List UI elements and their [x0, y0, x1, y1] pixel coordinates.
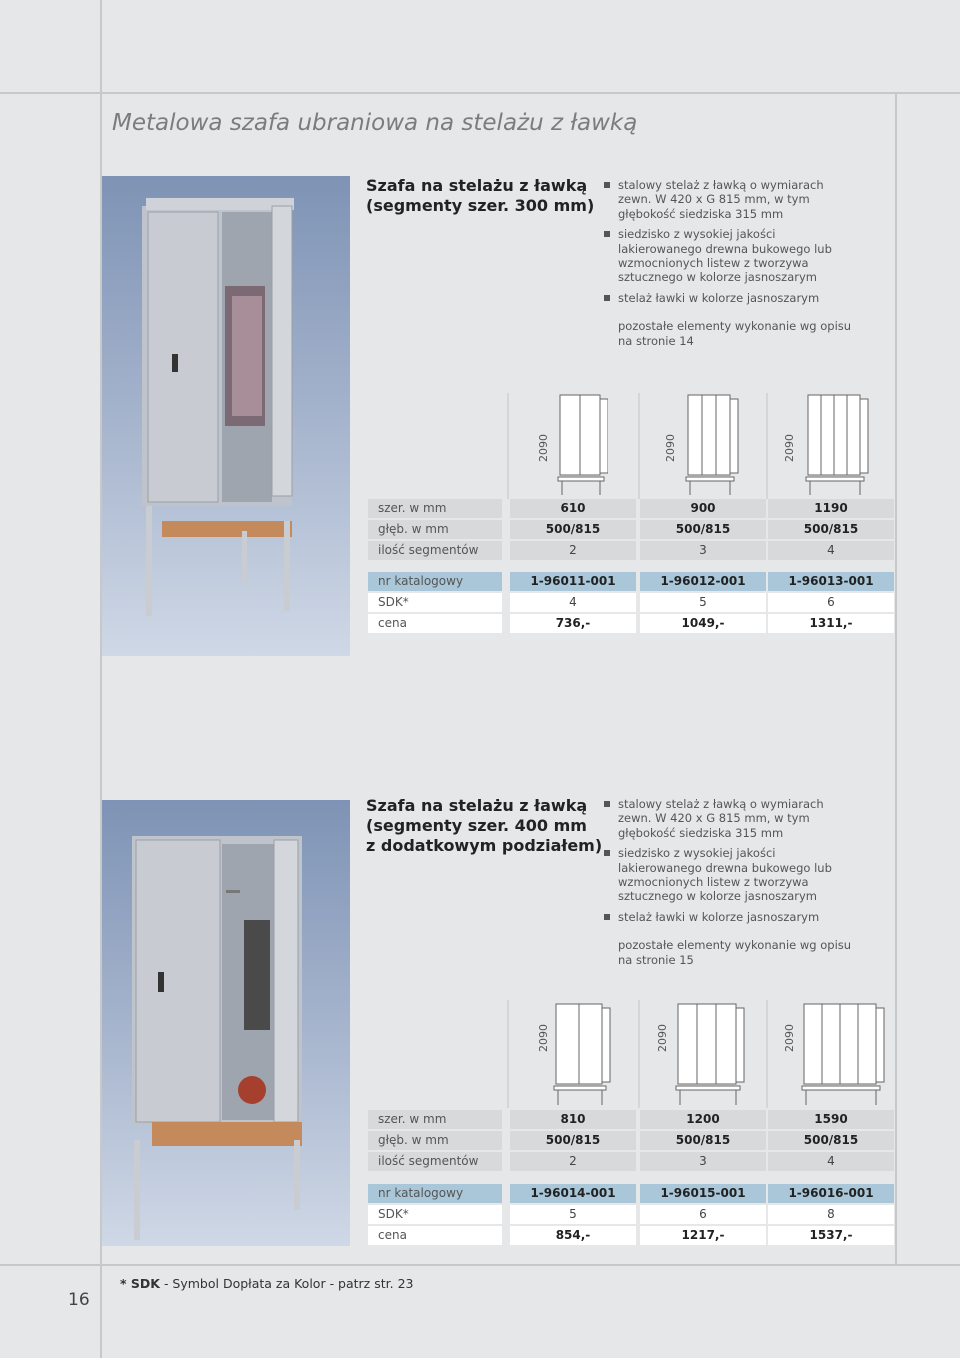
- page-title: Metalowa szafa ubraniowa na stelażu z ławką: [112, 110, 638, 136]
- height-dimension: 2090: [537, 434, 550, 462]
- table-row: głęb. w mm 500/815 500/815 500/815: [368, 1131, 896, 1150]
- dimension-line: [766, 1000, 768, 1108]
- feature-item: stalowy stelaż z ławką o wymiarach zewn. W 420 x G 815 mm, w tym głębokość siedziska 315 mm: [602, 797, 852, 840]
- section1-heading: Szafa na stelażu z ławką (segmenty szer. 300 mm): [366, 176, 595, 215]
- locker-2-segment-icon: [552, 1002, 612, 1106]
- feature-item: siedzisko z wysokiej jakości lakierowanego drewna bukowego lub wzmocnionych listew z tworzywa sztucznego w kolorze jasnoszarym: [602, 227, 852, 285]
- section2-heading: Szafa na stelażu z ławką (segmenty szer. 400 mm z dodatkowym podziałem): [366, 796, 603, 855]
- product-photo-2: [102, 800, 350, 1246]
- bottom-rule: [0, 1264, 960, 1266]
- table-row: nr katalogowy 1-96014-001 1-96015-001 1-96016-001: [368, 1184, 896, 1203]
- footnote-symbol: * SDK: [120, 1276, 160, 1291]
- locker-2-segment-icon: [556, 393, 608, 496]
- table-row: cena 736,- 1049,- 1311,-: [368, 614, 896, 633]
- table-row: SDK* 5 6 8: [368, 1205, 896, 1224]
- section2-features: [602, 797, 852, 967]
- table-row: nr katalogowy 1-96011-001 1-96012-001 1-96013-001: [368, 572, 896, 591]
- product-photo-1: [102, 176, 350, 656]
- section1-features: [602, 178, 852, 348]
- height-dimension: 2090: [783, 434, 796, 462]
- dimension-line: [766, 393, 768, 499]
- locker-4-segment-icon: [800, 1002, 888, 1106]
- table-row: głęb. w mm 500/815 500/815 500/815: [368, 520, 896, 539]
- height-dimension: 2090: [664, 434, 677, 462]
- table-row: szer. w mm 810 1200 1590: [368, 1110, 896, 1129]
- footnote-text: - Symbol Dopłata za Kolor - patrz str. 23: [159, 1276, 414, 1291]
- height-dimension: 2090: [537, 1024, 550, 1052]
- feature-note: pozostałe elementy wykonanie wg opisu na stronie 14: [618, 319, 852, 348]
- table-row: szer. w mm 610 900 1190: [368, 499, 896, 518]
- feature-item: stelaż ławki w kolorze jasnoszarym: [602, 910, 852, 924]
- table-row: ilość segmentów 2 3 4: [368, 1152, 896, 1171]
- locker-4-segment-icon: [804, 393, 870, 496]
- table-row: ilość segmentów 2 3 4: [368, 541, 896, 560]
- dimension-line: [507, 393, 509, 499]
- dimension-line: [507, 1000, 509, 1108]
- top-rule: [0, 92, 960, 94]
- table-row: SDK* 4 5 6: [368, 593, 896, 612]
- height-dimension: 2090: [656, 1024, 669, 1052]
- locker-3-segment-icon: [674, 1002, 748, 1106]
- dimension-line: [638, 393, 640, 499]
- feature-note: pozostałe elementy wykonanie wg opisu na stronie 15: [618, 938, 852, 967]
- footnote: [120, 1276, 413, 1291]
- locker-3-segment-icon: [684, 393, 740, 496]
- feature-item: siedzisko z wysokiej jakości lakierowanego drewna bukowego lub wzmocnionych listew z tworzywa sztucznego w kolorze jasnoszarym: [602, 846, 852, 904]
- page-number: 16: [68, 1290, 90, 1310]
- feature-item: stalowy stelaż z ławką o wymiarach zewn. W 420 x G 815 mm, w tym głębokość siedziska 315 mm: [602, 178, 852, 221]
- dimension-line: [638, 1000, 640, 1108]
- right-margin-line: [895, 92, 897, 1264]
- height-dimension: 2090: [783, 1024, 796, 1052]
- table-row: cena 854,- 1217,- 1537,-: [368, 1226, 896, 1245]
- feature-item: stelaż ławki w kolorze jasnoszarym: [602, 291, 852, 305]
